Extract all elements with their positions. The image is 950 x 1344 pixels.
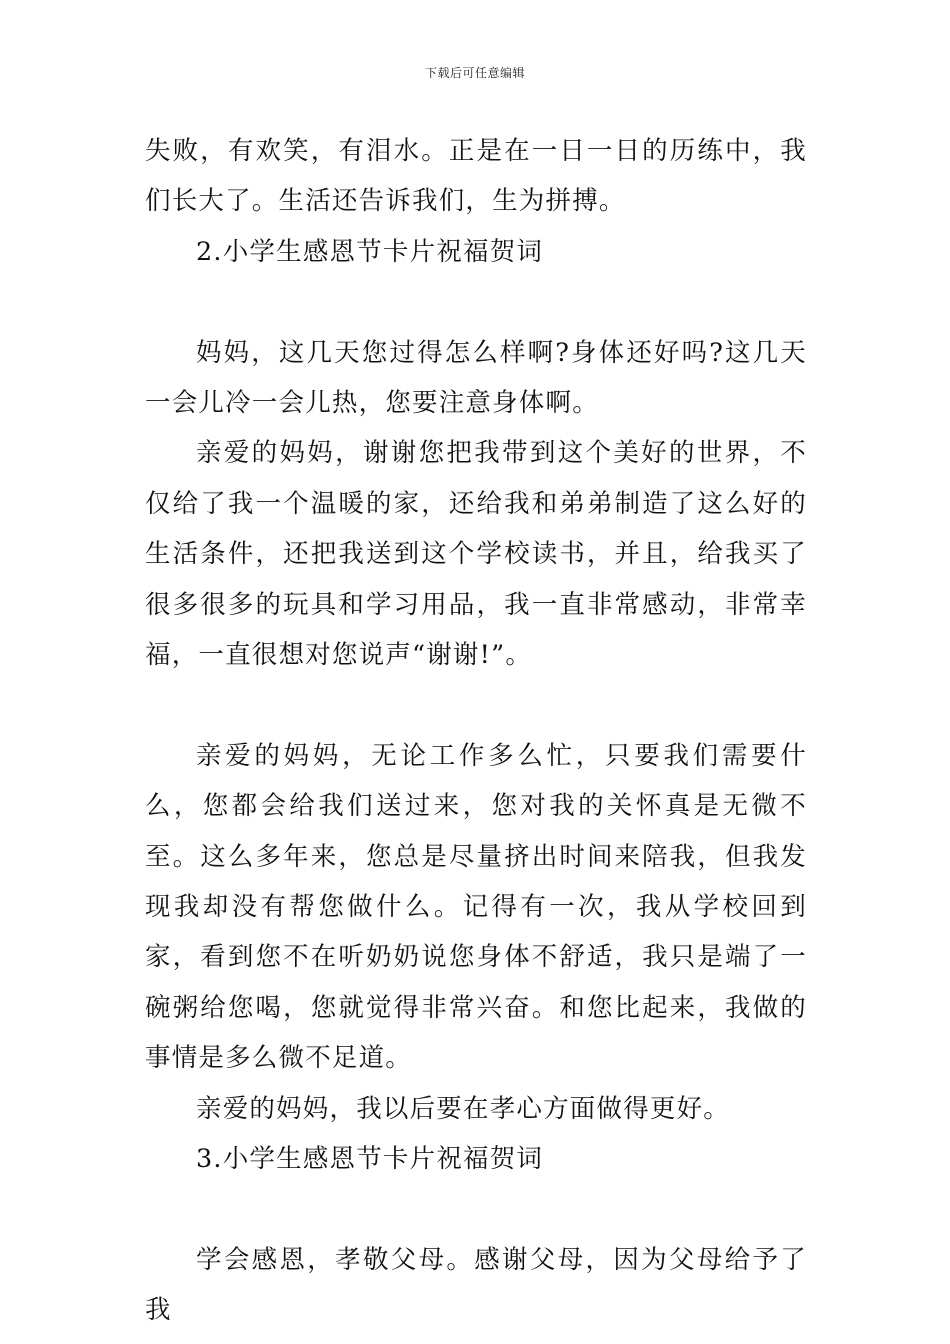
blank-line [145,680,807,730]
blank-line [145,277,807,327]
document-body [145,126,807,1336]
paragraph-gratitude: 学会感恩，孝敬父母。感谢父母，因为父母给予了我 [145,1244,807,1326]
section-heading-3: 3.小学生感恩节卡片祝福贺词 [196,1144,544,1175]
paragraph-thanks: 亲爱的妈妈，谢谢您把我带到这个美好的世界，不仅给了我一个温暖的家，还给我和弟弟制造了这么好的生活条件，还把我送到这个学校读书，并且，给我买了很多很多的玩具和学习用品，我一直非常感动，非常幸福，一直很想对您说声“谢谢!”。 [145,438,807,671]
paragraph-care: 亲爱的妈妈，无论工作多么忙，只要我们需要什么，您都会给我们送过来，您对我的关怀真是无微不至。这么多年来，您总是尽量挤出时间来陪我，但我发现我却没有帮您做什么。记得有一次，我从学校回到家，看到您不在听奶奶说您身体不舒适，我只是端了一碗粥给您喝，您就觉得非常兴奋。和您比起来，我做的事情是多么微不足道。 [145,740,807,1074]
header-note: 下载后可任意编辑 [424,66,525,80]
paragraph-promise: 亲爱的妈妈，我以后要在孝心方面做得更好。 [196,1093,731,1124]
paragraph-greeting: 妈妈，这几天您过得怎么样啊?身体还好吗?这几天一会儿冷一会儿热，您要注意身体啊。 [145,337,807,419]
blank-line [145,1185,807,1235]
paragraph-continuation: 失败，有欢笑，有泪水。正是在一日一日的历练中，我们长大了。生活还告诉我们，生为拼搏。 [145,136,807,217]
section-heading-2: 2.小学生感恩节卡片祝福贺词 [196,236,544,267]
